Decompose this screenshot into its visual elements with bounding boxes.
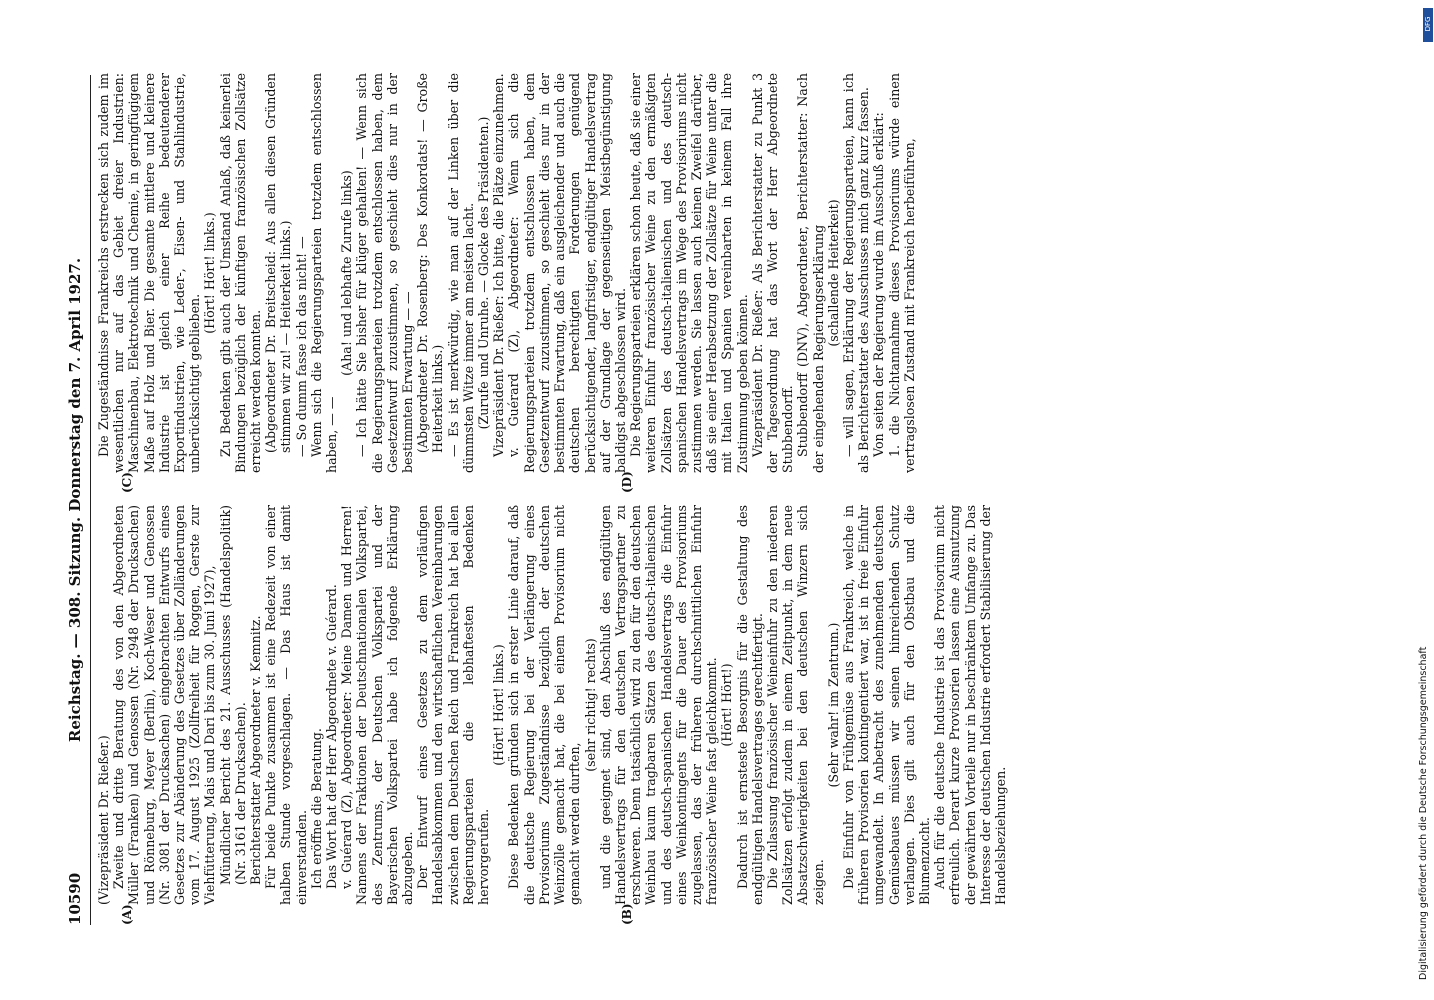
page-number: 10590 — [66, 872, 84, 925]
margin-marker-d: (D) — [620, 471, 634, 493]
paragraph: Stubbendorff (DNV), Abgeordneter, Berichterstatter: Nach der eingehenden Regierungserklärung — [795, 73, 826, 473]
paragraph: Die Zulassung französischer Weineinfuhr zu den niederen Zollsätzen erfolgt zudem in einem Zeitpunkt, in dem neue Absatzschwierigkeiten bei den deutschen Winzern sich zeigen. — [764, 505, 826, 905]
rotated-document-page — [60, 75, 1120, 925]
paragraph: Die Einfuhr von Frühgemüse aus Frankreich, welche in früheren Provisorien kontingentiert war, ist in freie Einfuhr umgewandelt. In Anbetracht des zunehmenden deutschen Gemüsebaues müssen wir seinen hinreichenden Schutz verlangen. Dies gilt auch für den Obstbau und die Blumenzucht. — [840, 505, 932, 905]
paragraph: Der Entwurf eines Gesetzes zu dem vorläufigen Handelsabkommen und den wirtschaftlichen Vereinbarungen zwischen dem Deutschen Reich und Frankreich hat bei allen Regierungsparteien die lebhaftesten Bedenken hervorgerufen. — [415, 505, 492, 905]
paragraph: (Sehr wahr! im Zentrum.) — [825, 622, 841, 788]
paragraph: Zweite und dritte Beratung des von den Abgeordneten Müller (Franken) und Genossen (Nr. 2948 der Drucksachen) und Rönneburg, Meyer (Berlin), Koch-Weser und Genossen (Nr. 3081 der Drucksachen) eingebrachten Entwurfs eines Gesetzes zur Abänderung des Gesetzes über Zolländerungen vom 17. August 1925 (Zollfreiheit für Roggen, Gerste zur Viehfütterung, Mais und Dari bis zum 30. Juni 1927), — [111, 505, 218, 905]
paragraph: — will sagen, Erklärung der Regierungsparteien, kann ich als Berichterstatter des Ausschusses mich ganz kurz fassen. — [840, 73, 872, 473]
paragraph: (Vizepräsident Dr. Rießer.) — [96, 735, 111, 905]
paragraph: (Abgeordneter Dr. Rosenberg: Des Konkordats! — Große Heiterkeit links.) — [415, 73, 446, 453]
margin-marker-a: (A) — [120, 904, 134, 925]
paragraph: Die Zugeständnisse Frankreichs erstrecken sich zudem im wesentlichen nur auf das Gebiet dreier Industrien: Maschinenbau, Elektrotechnik und Chemie, in geringfügigem Maße auf Holz und Bier. Die gesamte mittlere und kleinere Industrie ist gleich einer Reihe bedeutenderer Exportindustrien, wie Leder-, Eisen- und Stahlindustrie, unberücksichtigt geblieben. — [96, 73, 203, 473]
paragraph: (sehr richtig! rechts) — [582, 638, 598, 772]
paragraph: Mündlicher Bericht des 21. Ausschusses (Handelspolitik) (Nr. 3161 der Drucksachen). — [217, 505, 248, 885]
paragraph: 1. die Nichtannahme dieses Provisoriums würde einen vertragslosen Zustand mit Frankreich herbeiführen, — [886, 73, 917, 473]
dfg-logo — [1423, 8, 1433, 42]
dfg-logo-text: DFG — [1424, 16, 1432, 32]
paragraph: (schallende Heiterkeit) — [825, 199, 841, 347]
paragraph: — So dumm fasse ich das nicht! — — [293, 236, 309, 457]
paragraph: Das Wort hat der Herr Abgeordnete v. Guérard. — [324, 584, 340, 889]
paragraph: Auch für die deutsche Industrie ist das Provisorium nicht erfreulich. Derart kurze Provisorien lassen eine Ausnutzung der gewährten Vorteile nur in beschränktem Umfange zu. Das Interesse der deutschen Industrie erfordert Stabilisierung der Handelsbeziehungen. — [932, 505, 1008, 905]
paragraph: v. Guérard (Z), Abgeordneter: Wenn sich die Regierungsparteien trotzdem entschlossen haben, dem Gesetzentwurf zuzustimmen, so geschieht dies nur in der bestimmten Erwartung, daß ein ausgleichender und auch die deutschen berechtigten Forderungen genügend berücksichtigender, langfristiger, endgültiger Handelsvertrag auf der Grundlage der gegenseitigen Meistbegünstigung baldigst abgeschlossen wird. — [506, 73, 628, 473]
paragraph: (Hört! Hört!) — [719, 663, 735, 747]
header-rule — [90, 75, 91, 925]
paragraph: Vizepräsident Dr. Rießer: Als Berichterstatter zu Punkt 3 der Tagesordnung hat das Wort der Herr Abgeordnete Stubbendorff. — [749, 73, 796, 473]
paragraph: Berichterstatter Abgeordneter v. Kemnitz. — [248, 615, 264, 885]
paragraph: (Aha! und lebhafte Zurufe links) — [339, 170, 355, 376]
margin-marker-b: (B) — [620, 903, 634, 925]
paragraph: Dadurch ist ernsteste Besorgnis für die Gestaltung des endgültigen Handelsvertrages gerechtfertigt. — [734, 505, 765, 905]
text-column-left — [96, 505, 1008, 905]
paragraph: Von seiten der Regierung wurde im Ausschuß erklärt: — [871, 112, 887, 457]
running-title: Reichstag. — 308. Sitzung. Donnerstag den 7. April 1927. — [66, 257, 84, 743]
paragraph: Wenn sich die Regierungsparteien trotzdem entschlossen haben, — — — [308, 73, 340, 473]
paragraph: — Es ist merkwürdig, wie man auf der Linken über die dümmsten Witze immer am meisten lacht. — [445, 73, 476, 473]
paragraph: (Abgeordneter Dr. Breitscheid: Aus allen diesen Gründen stimmen wir zu! — Heiterkeit links.) — [263, 73, 294, 453]
paragraph: Für beide Punkte zusammen ist eine Redezeit von einer halben Stunde vorgeschlagen. — Das Haus ist damit einverstanden. — [263, 505, 309, 905]
margin-marker-c: (C) — [120, 472, 134, 493]
digitization-credit — [1418, 10, 1432, 990]
paragraph: v. Guérard (Z), Abgeordneter: Meine Damen und Herren! Namens der Fraktionen der Deutschnationalen Volkspartei, des Zentrums, der Deutschen Volkspartei und der Bayerischen Volkspartei habe ich folgende Erklärung abzugeben. — [339, 505, 416, 905]
paragraph: (Zurufe und Unruhe. — Glocke des Präsidenten.) — [476, 116, 492, 430]
text-column-right — [96, 73, 917, 473]
paragraph: Die Regierungsparteien erklären schon heute, daß sie einer weiteren Einfuhr französischer Weine zu den ermäßigten Zollsätzen des deutsch-italienischen und des deutsch-spanischen Handelsvertrags im Wege des Provisoriums nicht zustimmen werden. Sie lassen auch keinen Zweifel darüber, daß sie einer Herabsetzung der Zollsätze für Weine unter die mit Italien und Spanien vereinbarten in keinem Fall ihre Zustimmung geben können. — [628, 73, 750, 473]
paragraph: Vizepräsident Dr. Rießer: Ich bitte, die Plätze einzunehmen. — [491, 73, 507, 457]
credit-text: Digitalisierung gefördert durch die Deutsche Forschungsgemeinschaft — [1418, 646, 1429, 980]
paragraph: — Ich hätte Sie bisher für klüger gehalten! — Wenn sich die Regierungsparteien trotzdem entschlossen haben, dem Gesetzentwurf zuzustimmen, so geschieht dies nur in der bestimmten Erwartung — — — [354, 73, 416, 473]
paragraph: Zu Bedenken gibt auch der Umstand Anlaß, daß keinerlei Bindungen bezüglich der künftigen französischen Zollsätze erreicht werden konnten. — [217, 73, 264, 473]
paragraph: Diese Bedenken gründen sich in erster Linie darauf, daß die deutsche Regierung bei der Verlängerung eines Provisoriums Zugeständnisse bezüglich der deutschen Weinzölle gemacht hat, die bei einem Provisorium nicht gemacht werden durften, — [506, 505, 583, 905]
paragraph: und die geeignet sind, den Abschluß des endgültigen Handelsvertrags für den deutschen Vertragspartner zu erschweren. Denn tatsächlich wird zu den für den deutschen Weinbau kaum tragbaren Sätzen des deutsch-italienischen und des deutsch-spanischen Handelsvertrags die Einfuhr eines Weinkontingents für die Dauer des Provisoriums zugelassen, das der früheren durchschnittlichen Einfuhr französischer Weine fast gleichkommt. — [597, 505, 720, 905]
paragraph: (Hört! Hört! links.) — [202, 212, 218, 334]
paragraph: (Hört! Hört! links.) — [491, 644, 507, 766]
page-header — [60, 75, 88, 925]
paragraph: Ich eröffne die Beratung. — [308, 728, 324, 889]
